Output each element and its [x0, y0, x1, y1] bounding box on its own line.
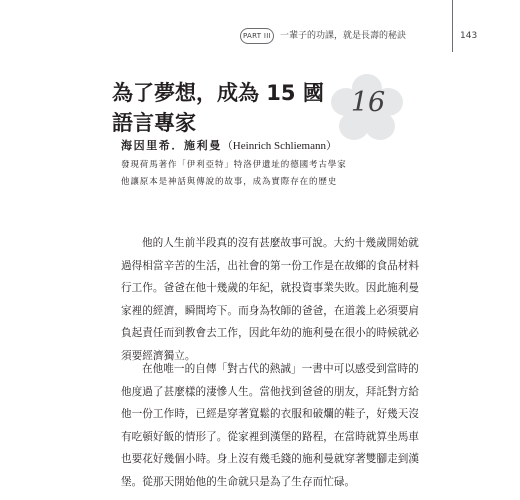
chapter-title-line-1: 為了夢想，成為 15 國: [112, 81, 324, 105]
chapter-title-line-2: 語言專家: [112, 111, 196, 135]
body-line: 堡。從那天開始他的生命就只是為了生存而忙碌。: [121, 475, 356, 488]
body-paragraph-2: [121, 358, 423, 494]
person-name-chinese: 海因里希．施利曼: [121, 139, 222, 152]
body-line: 負起責任而到教會去工作，因此年幼的施利曼在很小的時候就必: [121, 327, 420, 340]
body-line: 家裡的經濟，瞬間垮下。而身為牧師的爸爸，在道義上必須要肩: [121, 304, 420, 317]
description-line-2: 他讓原本是神話與傳說的故事，成為實際存在的歷史: [121, 177, 338, 187]
description-line-1: 發現荷馬著作「伊利亞特」特洛伊遺址的德國考古學家: [121, 160, 347, 170]
body-line: 有吃頓好飯的情形了。從家裡到漢堡的路程，在當時就算坐馬車: [121, 430, 420, 443]
body-line: 他一份工作時，已經是穿著寬鬆的衣服和破爛的鞋子，好幾天沒: [121, 408, 420, 421]
body-line: 在他唯一的自傳「對古代的熱誠」一書中可以感受到當時的: [142, 363, 419, 375]
body-line: 他的人生前半段真的沒有甚麼故事可說。大約十幾歲開始就: [142, 237, 419, 249]
chapter-number: 16: [350, 87, 386, 118]
body-line: 他度過了甚麼樣的淒慘人生。當他找到爸爸的朋友，拜託對方給: [121, 385, 420, 398]
person-name-english: （Heinrich Schliemann）: [221, 140, 337, 152]
running-header: [240, 26, 502, 48]
body-line: 須要經濟獨立。: [121, 349, 196, 362]
chapter-title: [112, 78, 324, 138]
page-number: 143: [460, 31, 478, 41]
part-badge: PART III: [240, 28, 274, 44]
body-paragraph-1: [121, 232, 423, 368]
body-line: 行工作。爸爸在他十幾歲的年紀，就投資事業失敗。因此施利曼: [121, 282, 420, 295]
person-name: [121, 138, 337, 154]
body-line: 過得相當辛苦的生活，出社會的第一份工作是在故鄉的食品材料: [121, 259, 420, 272]
header-divider: [452, 0, 453, 52]
body-line: 也要花好幾個小時。身上沒有幾毛錢的施利曼就穿著雙腳走到漢: [121, 453, 420, 466]
running-title: 一輩子的功課，就是長壽的秘訣: [280, 31, 407, 41]
